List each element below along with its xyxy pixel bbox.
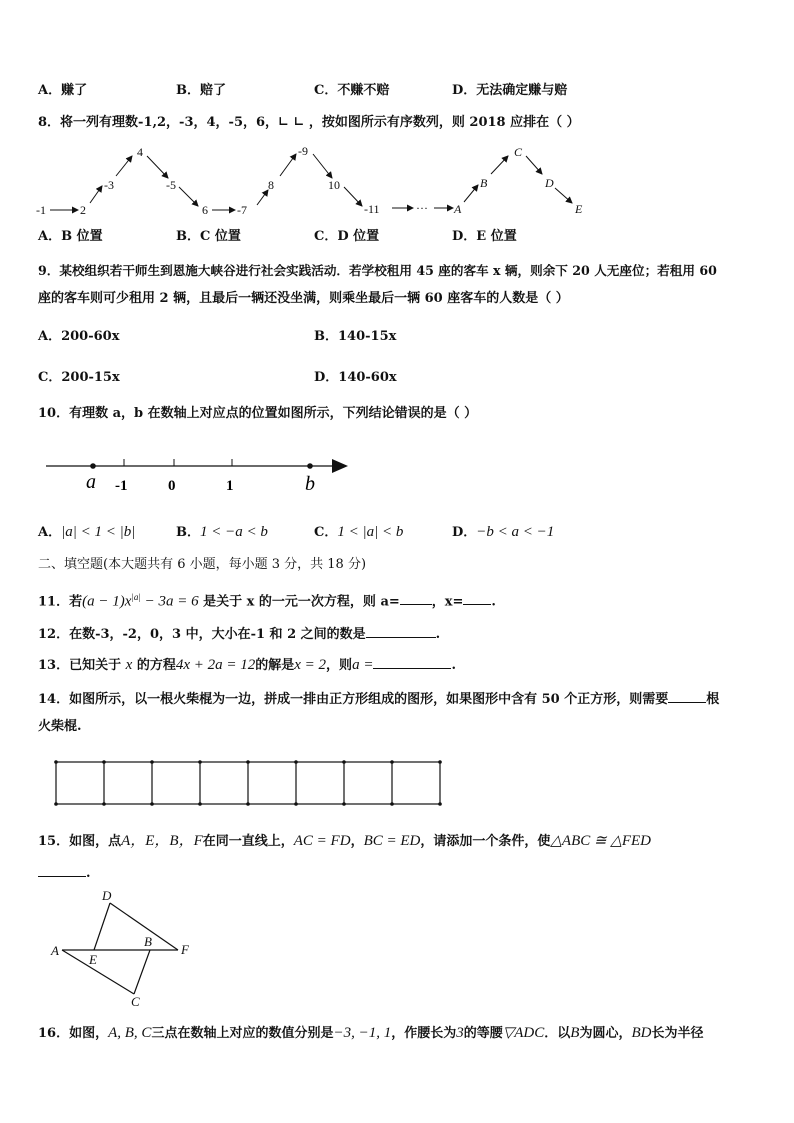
point-label-a: A xyxy=(51,943,59,958)
section-heading: 二、填空题(本大题共有 6 小题，每小题 3 分，共 18 分) xyxy=(38,557,367,572)
answer-blank[interactable] xyxy=(38,862,86,877)
axis-label-minus1: -1 xyxy=(115,478,128,494)
q8-option-b: B．C 位置 xyxy=(176,229,241,244)
q15-answer-line: . xyxy=(38,862,91,883)
answer-blank[interactable] xyxy=(463,590,491,605)
q9-option-d: D．140-60x xyxy=(314,370,397,385)
seq-item: E xyxy=(575,202,583,216)
point-label-f: F xyxy=(181,942,189,957)
point-label-c: C xyxy=(131,994,140,1009)
seq-item: ··· xyxy=(416,201,428,215)
axis-label-a: a xyxy=(86,471,96,493)
q9-option-a: A．200-60x xyxy=(38,329,120,344)
seq-item: 8 xyxy=(268,178,274,192)
q14-matchstick-squares xyxy=(52,758,448,808)
q13-question: 13．已知关于 x 的方程4x + 2a = 12的解是x = 2，则a = . xyxy=(38,654,456,675)
point-label-b: B xyxy=(144,934,152,949)
q11-question: 11．若$(a - 1)x^{|a|} - 3a = 6$ 是关于 x 的一元一次方程，则 a= ，x= . xyxy=(38,592,496,610)
answer-blank[interactable] xyxy=(373,654,451,669)
q8-sequence-figure xyxy=(30,140,610,224)
q15-triangle-figure xyxy=(48,886,198,1010)
axis-label-b: b xyxy=(305,473,315,495)
seq-item: 4 xyxy=(137,145,143,159)
q9-option-b: B．140-15x xyxy=(314,329,397,344)
seq-item: D xyxy=(545,176,554,190)
q14-question-line2: 火柴棍. xyxy=(38,719,82,734)
answer-blank[interactable] xyxy=(668,688,706,703)
q16-question: 16．如图，A, B, C三点在数轴上对应的数值分别是−3, −1, 1，作腰长为3的等腰▽ADC．以B为圆心，BD长为半径 xyxy=(38,1025,704,1041)
q8-option-c: C．D 位置 xyxy=(314,229,380,244)
seq-item: A xyxy=(454,202,462,216)
q8-option-d: D．E 位置 xyxy=(452,229,517,244)
q15-question: 15．如图，点A，E，B，F在同一直线上，AC = FD，BC = ED，请添加一个条件，使△ABC ≅ △FED xyxy=(38,833,652,849)
seq-item: -7 xyxy=(237,203,247,217)
seq-item: -9 xyxy=(298,144,308,158)
axis-label-0: 0 xyxy=(168,478,176,494)
q7-option-a: A．赚了 xyxy=(38,83,88,98)
q7-option-c: C．不赚不赔 xyxy=(314,83,390,98)
q10-number-line xyxy=(40,450,360,500)
q10-option-d: D．−b < a < −1 xyxy=(452,524,555,540)
q9-question-line2: 座的客车则可少租用 2 辆，且最后一辆还没坐满，则乘坐最后一辆 60 座客车的人数是（ ） xyxy=(38,291,569,306)
q10-option-b: B．1 < −a < b xyxy=(176,524,268,540)
q10-option-c: C．1 < |a| < b xyxy=(314,524,404,540)
axis-label-1: 1 xyxy=(226,478,234,494)
point-label-e: E xyxy=(89,952,97,967)
q14-question-line1: 14．如图所示，以一根火柴棍为一边，拼成一排由正方形组成的图形，如果图形中含有 50 个正方形，则需要 根 xyxy=(38,688,719,709)
q10-option-a: A．|a| < 1 < |b| xyxy=(38,524,136,540)
seq-item: -11 xyxy=(364,202,380,216)
answer-blank[interactable] xyxy=(366,623,436,638)
seq-item: C xyxy=(514,145,523,159)
q7-option-d: D．无法确定赚与赔 xyxy=(452,83,568,98)
q10-question: 10．有理数 a，b 在数轴上对应点的位置如图所示，下列结论错误的是（ ） xyxy=(38,406,478,421)
seq-item: 6 xyxy=(202,203,208,217)
seq-item: 10 xyxy=(328,178,340,192)
seq-item: 2 xyxy=(80,203,86,217)
q8-question: 8．将一列有理数-1,2，-3，4，-5，6，∟ ∟ ，按如图所示有序数列，则 2018 应排在（ ） xyxy=(38,115,580,130)
q8-option-a: A．B 位置 xyxy=(38,229,103,244)
q9-option-c: C．200-15x xyxy=(38,370,120,385)
seq-item: -5 xyxy=(166,178,176,192)
seq-item: -1 xyxy=(36,203,46,217)
answer-blank[interactable] xyxy=(400,590,432,605)
point-label-d: D xyxy=(102,888,112,903)
q7-option-b: B．赔了 xyxy=(176,83,226,98)
q9-question-line1: 9．某校组织若干师生到恩施大峡谷进行社会实践活动．若学校租用 45 座的客车 x 辆，则余下 20 人无座位；若租用 60 xyxy=(38,263,717,278)
q12-question: 12．在数-3，-2，0，3 中，大小在-1 和 2 之间的数是 . xyxy=(38,623,440,644)
seq-item: B xyxy=(480,176,488,190)
seq-item: -3 xyxy=(104,178,114,192)
